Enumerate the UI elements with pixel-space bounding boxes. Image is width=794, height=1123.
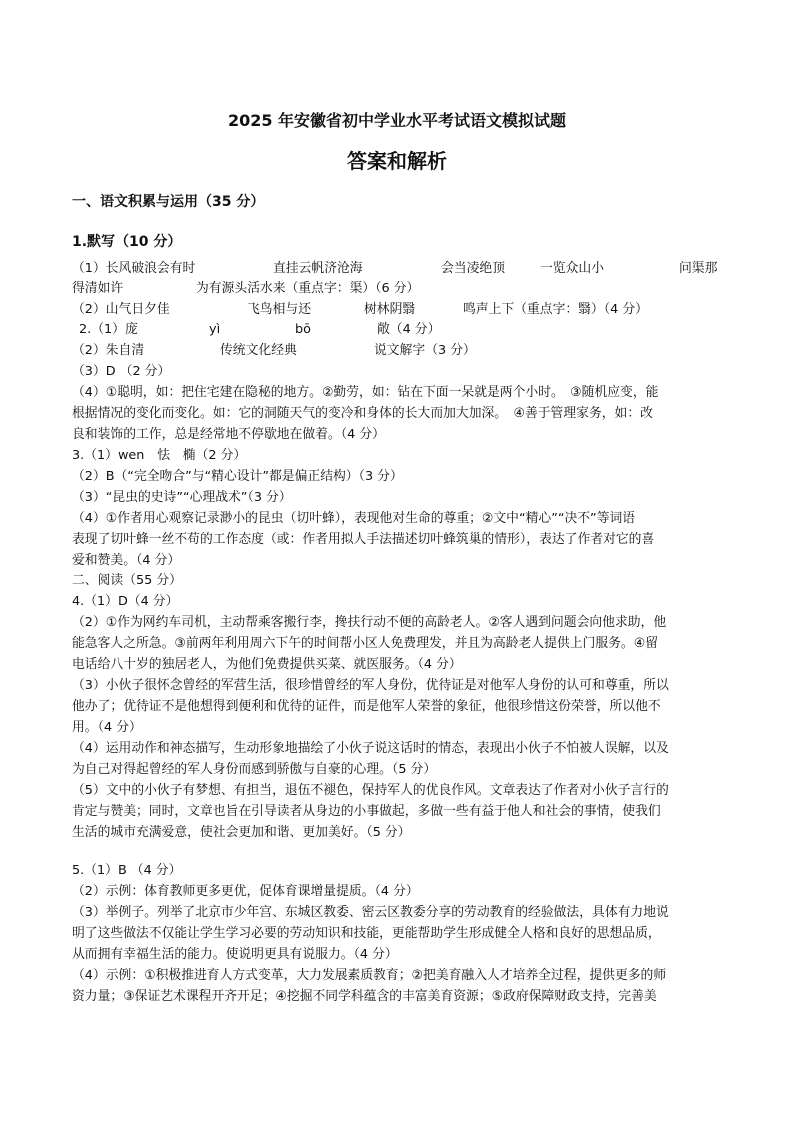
answer-text: 2.（1）庞 [79,322,138,337]
answer-text: （3）“昆虫的史诗”“心理战术”（3 分） [72,490,292,505]
answer-text: 树林阴翳 [364,302,416,317]
answer-text: （2）示例：体育教师更多更优，促体育课增量提质。（4 分） [72,884,419,899]
answer-text: （2）朱自清 [72,343,145,358]
answer-text: （2）山气日夕佳 [72,302,170,317]
answer-text: 敞（4 分） [377,322,441,337]
answer-text: （2）B（“完全吻合”与“精心设计”都是偏正结构）（3 分） [72,469,403,484]
answer-text: 3.（1）wen 怯 椭（2 分） [72,448,247,463]
answer-text: （4）①作者用心观察记录渺小的昆虫（切叶蜂），表现他对生命的尊重；②文中“精心”“决不”等词语 [72,511,636,526]
answer-text: 电话给八十岁的独居老人，为他们免费提供买菜、就医服务。（4 分） [72,657,462,672]
answer-text: 传统文化经典 [220,343,297,358]
answer-text: 明了这些做法不仅能让学生学习必要的劳动知识和技能，更能帮助学生形成健全人格和良好的思想品质， [72,926,661,941]
answer-text: （1）长风破浪会有时 [72,261,196,276]
answer-text: 得清如许 [72,281,124,296]
answer-text: 会当凌绝顶 [441,261,505,276]
answer-text: （3）举例子。列举了北京市少年宫、东城区教委、密云区教委分享的劳动教育的经验做法，具体有力地说 [72,905,669,920]
answer-text: （3）D （2 分） [72,364,171,379]
answer-text: 爱和赞美。（4 分） [72,553,181,568]
answer-text: 肯定与赞美；同时，文章也旨在引导读者从身边的小事做起，多做一些有益于他人和社会的事情，使我们 [72,804,661,819]
answer-text: 问渠那 [679,261,718,276]
document-subtitle: 答案和解析 [347,149,447,173]
pinyin-text: yì [209,322,221,337]
answer-text: 良和装饰的工作，总是经常地不停歇地在做着。（4 分） [72,427,385,442]
answer-text: 直挂云帆济沧海 [273,261,363,276]
pinyin-text: bō [295,322,311,337]
answer-text: 根据情况的变化而变化。如：它的洞随天气的变冷和身体的长大而加大加深。 ④善于管理家务，如：改 [72,406,653,421]
answer-text: 资力量；③保证艺术课程开齐开足；④挖掘不同学科蕴含的丰富美育资源；⑤政府保障财政支持，完善美 [72,989,657,1004]
answer-text: 说文解字（3 分） [374,343,476,358]
section-heading-2: 二、阅读（55 分） [72,573,182,588]
answer-text: 生活的城市充满爱意，使社会更加和谐、更加美好。（5 分） [72,825,411,840]
answer-text: 从而拥有幸福生活的能力。使说明更具有说服力。（4 分） [72,947,398,962]
document-title: 2025 年安徽省初中学业水平考试语文模拟试题 [227,111,567,130]
answer-text: 一览众山小 [540,261,604,276]
answer-text: （4）示例：①积极推进育人方式变革，大力发展素质教育；②把美育融入人才培养全过程，提供更多的师 [72,968,667,983]
section-heading-1: 一、语文积累与运用（35 分） [72,194,265,210]
answer-text: 他办了；优待证不是他想得到便利和优待的证件，而是他军人荣誉的象征，他很珍惜这份荣誉，所以他不 [72,699,661,714]
answer-text: 用。（4 分） [72,720,142,735]
answer-text: 表现了切叶蜂一丝不苟的工作态度（或：作者用拟人手法描述切叶蜂筑巢的情形），表达了作者对它的喜 [72,532,655,547]
answer-text: （2）①作为网约车司机，主动帮乘客搬行李，搀扶行动不便的高龄老人。②客人遇到问题会向他求助，他 [72,615,667,630]
answer-text: 为有源头活水来（重点字：渠）（6 分） [196,281,420,296]
question-heading-1: 1.默写（10 分） [72,234,182,250]
answer-text: （3）小伙子很怀念曾经的军营生活，很珍惜曾经的军人身份，优待证是对他军人身份的认可和尊重，所以 [72,678,669,693]
answer-text: （4）①聪明，如：把住宅建在隐秘的地方。②勤劳，如：钻在下面一呆就是两个小时。 ③随机应变，能 [72,385,659,400]
answer-text: 鸣声上下（重点字：翳）（4 分） [463,302,648,317]
answer-text: 能急客人之所急。③前两年利用周六下午的时间帮小区人免费理发，并且为高龄老人提供上门服务。④留 [72,636,659,651]
answer-text: （5）文中的小伙子有梦想、有担当，退伍不褪色，保持军人的优良作风。文章表达了作者对小伙子言行的 [72,783,669,798]
answer-text: 飞鸟相与还 [247,302,311,317]
answer-text: 4.（1）D（4 分） [72,594,179,609]
answer-text: 为自己对得起曾经的军人身份而感到骄傲与自豪的心理。（5 分） [72,762,437,777]
answer-text: （4）运用动作和神态描写，生动形象地描绘了小伙子说这话时的情态，表现出小伙子不怕被人误解，以及 [72,741,669,756]
answer-text: 5.（1）B （4 分） [72,863,182,878]
